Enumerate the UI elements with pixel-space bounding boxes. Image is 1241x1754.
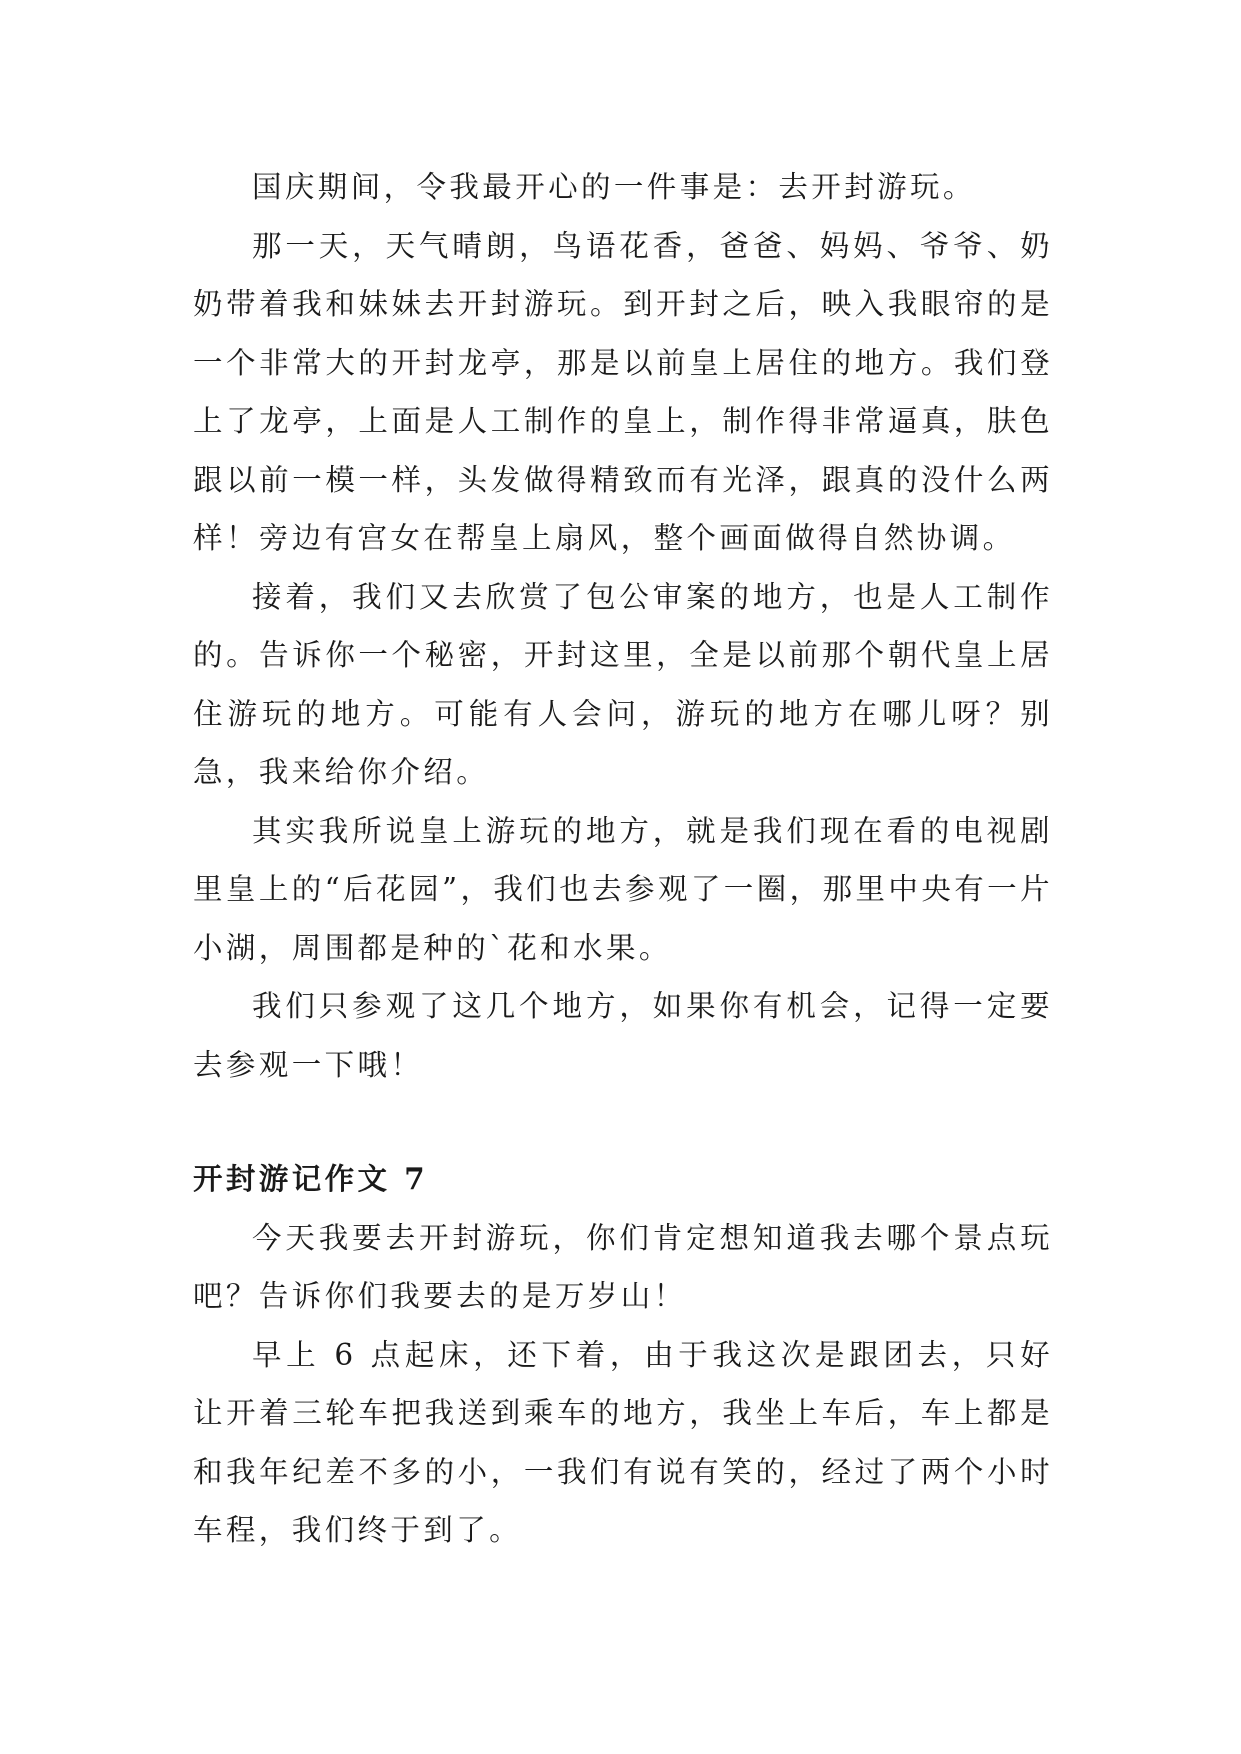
paragraph: 国庆期间，令我最开心的一件事是：去开封游玩。 [252, 170, 976, 204]
paragraph: 今天我要去开封游玩，你们肯定想知道我去哪个景点玩吧？告诉你们我要去的是万岁山！ [193, 1220, 1053, 1313]
paragraph: 其实我所说皇上游玩的地方，就是我们现在看的电视剧里皇上的“后花园”，我们也去参观了一圈，那里中央有一片小湖，周围都是种的`花和水果。 [193, 813, 1053, 965]
paragraph: 我们只参观了这几个地方，如果你有机会，记得一定要去参观一下哦！ [193, 989, 1053, 1082]
document-body [193, 158, 1053, 1560]
paragraph: 那一天，天气晴朗，鸟语花香，爸爸、妈妈、爷爷、奶奶带着我和妹妹去开封游玩。到开封之后，映入我眼帘的是一个非常大的开封龙亭，那是以前皇上居住的地方。我们登上了龙亭，上面是人工制作的皇上，制作得非常逼真，肤色跟以前一模一样，头发做得精致而有光泽，跟真的没什么两样！旁边有宫女在帮皇上扇风，整个画面做得自然协调。 [193, 228, 1053, 555]
paragraph: 接着，我们又去欣赏了包公审案的地方，也是人工制作的。告诉你一个秘密，开封这里，全是以前那个朝代皇上居住游玩的地方。可能有人会问，游玩的地方在哪儿呀？别急，我来给你介绍。 [193, 579, 1053, 789]
section-title: 开封游记作文 7 [193, 1161, 428, 1196]
paragraph: 早上 6 点起床，还下着，由于我这次是跟团去，只好让开着三轮车把我送到乘车的地方，我坐上车后，车上都是和我年纪差不多的小，一我们有说有笑的，经过了两个小时车程，我们终于到了。 [193, 1337, 1053, 1547]
